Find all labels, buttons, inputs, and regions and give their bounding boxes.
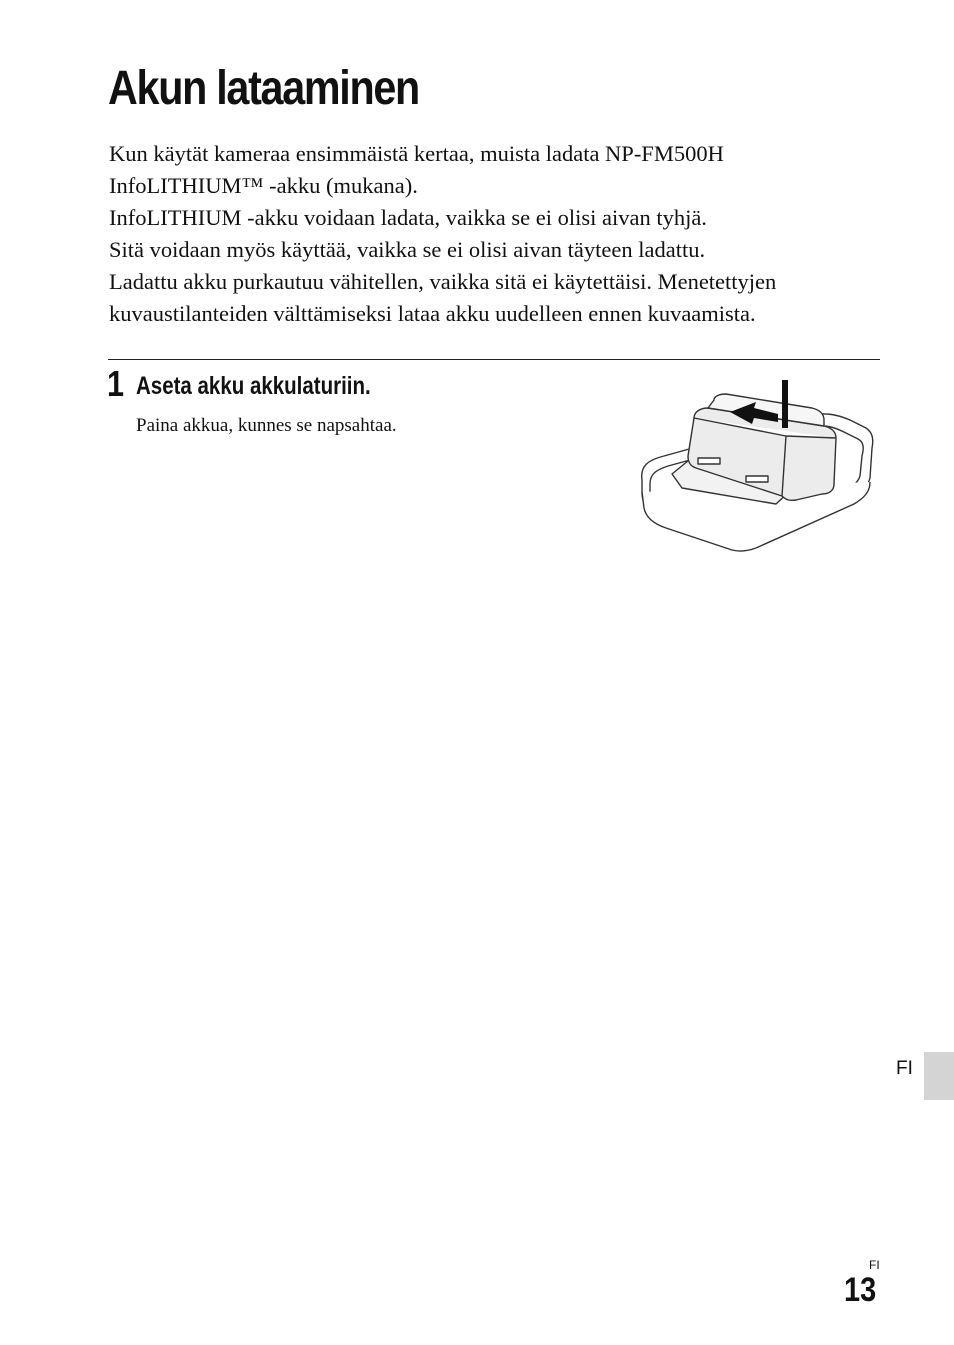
step-title: Aseta akku akkulaturiin. bbox=[136, 372, 371, 400]
language-tab bbox=[924, 1052, 954, 1100]
section-divider bbox=[108, 359, 880, 360]
intro-line: Sitä voidaan myös käyttää, vaikka se ei olisi aivan täyteen ladattu. bbox=[109, 237, 706, 262]
step-number: 1 bbox=[107, 363, 125, 404]
intro-text bbox=[109, 138, 909, 330]
intro-line: InfoLITHIUM™ -akku (mukana). bbox=[109, 173, 418, 198]
language-tab-label: FI bbox=[896, 1058, 913, 1079]
intro-line: kuvaustilanteiden välttämiseksi lataa akku uudelleen ennen kuvaamista. bbox=[109, 301, 756, 326]
page-title: Akun lataaminen bbox=[108, 62, 419, 115]
intro-line: Kun käytät kameraa ensimmäistä kertaa, muista ladata NP-FM500H bbox=[109, 141, 724, 166]
page-number: 13 bbox=[844, 1271, 877, 1309]
intro-line: InfoLITHIUM -akku voidaan ladata, vaikka se ei olisi aivan tyhjä. bbox=[109, 205, 707, 230]
footer-language: FI bbox=[869, 1258, 880, 1272]
battery-charger-illustration bbox=[636, 376, 880, 554]
step-instruction: Paina akkua, kunnes se napsahtaa. bbox=[136, 415, 397, 436]
intro-line: Ladattu akku purkautuu vähitellen, vaikka sitä ei käytettäisi. Menetettyjen bbox=[109, 269, 777, 294]
